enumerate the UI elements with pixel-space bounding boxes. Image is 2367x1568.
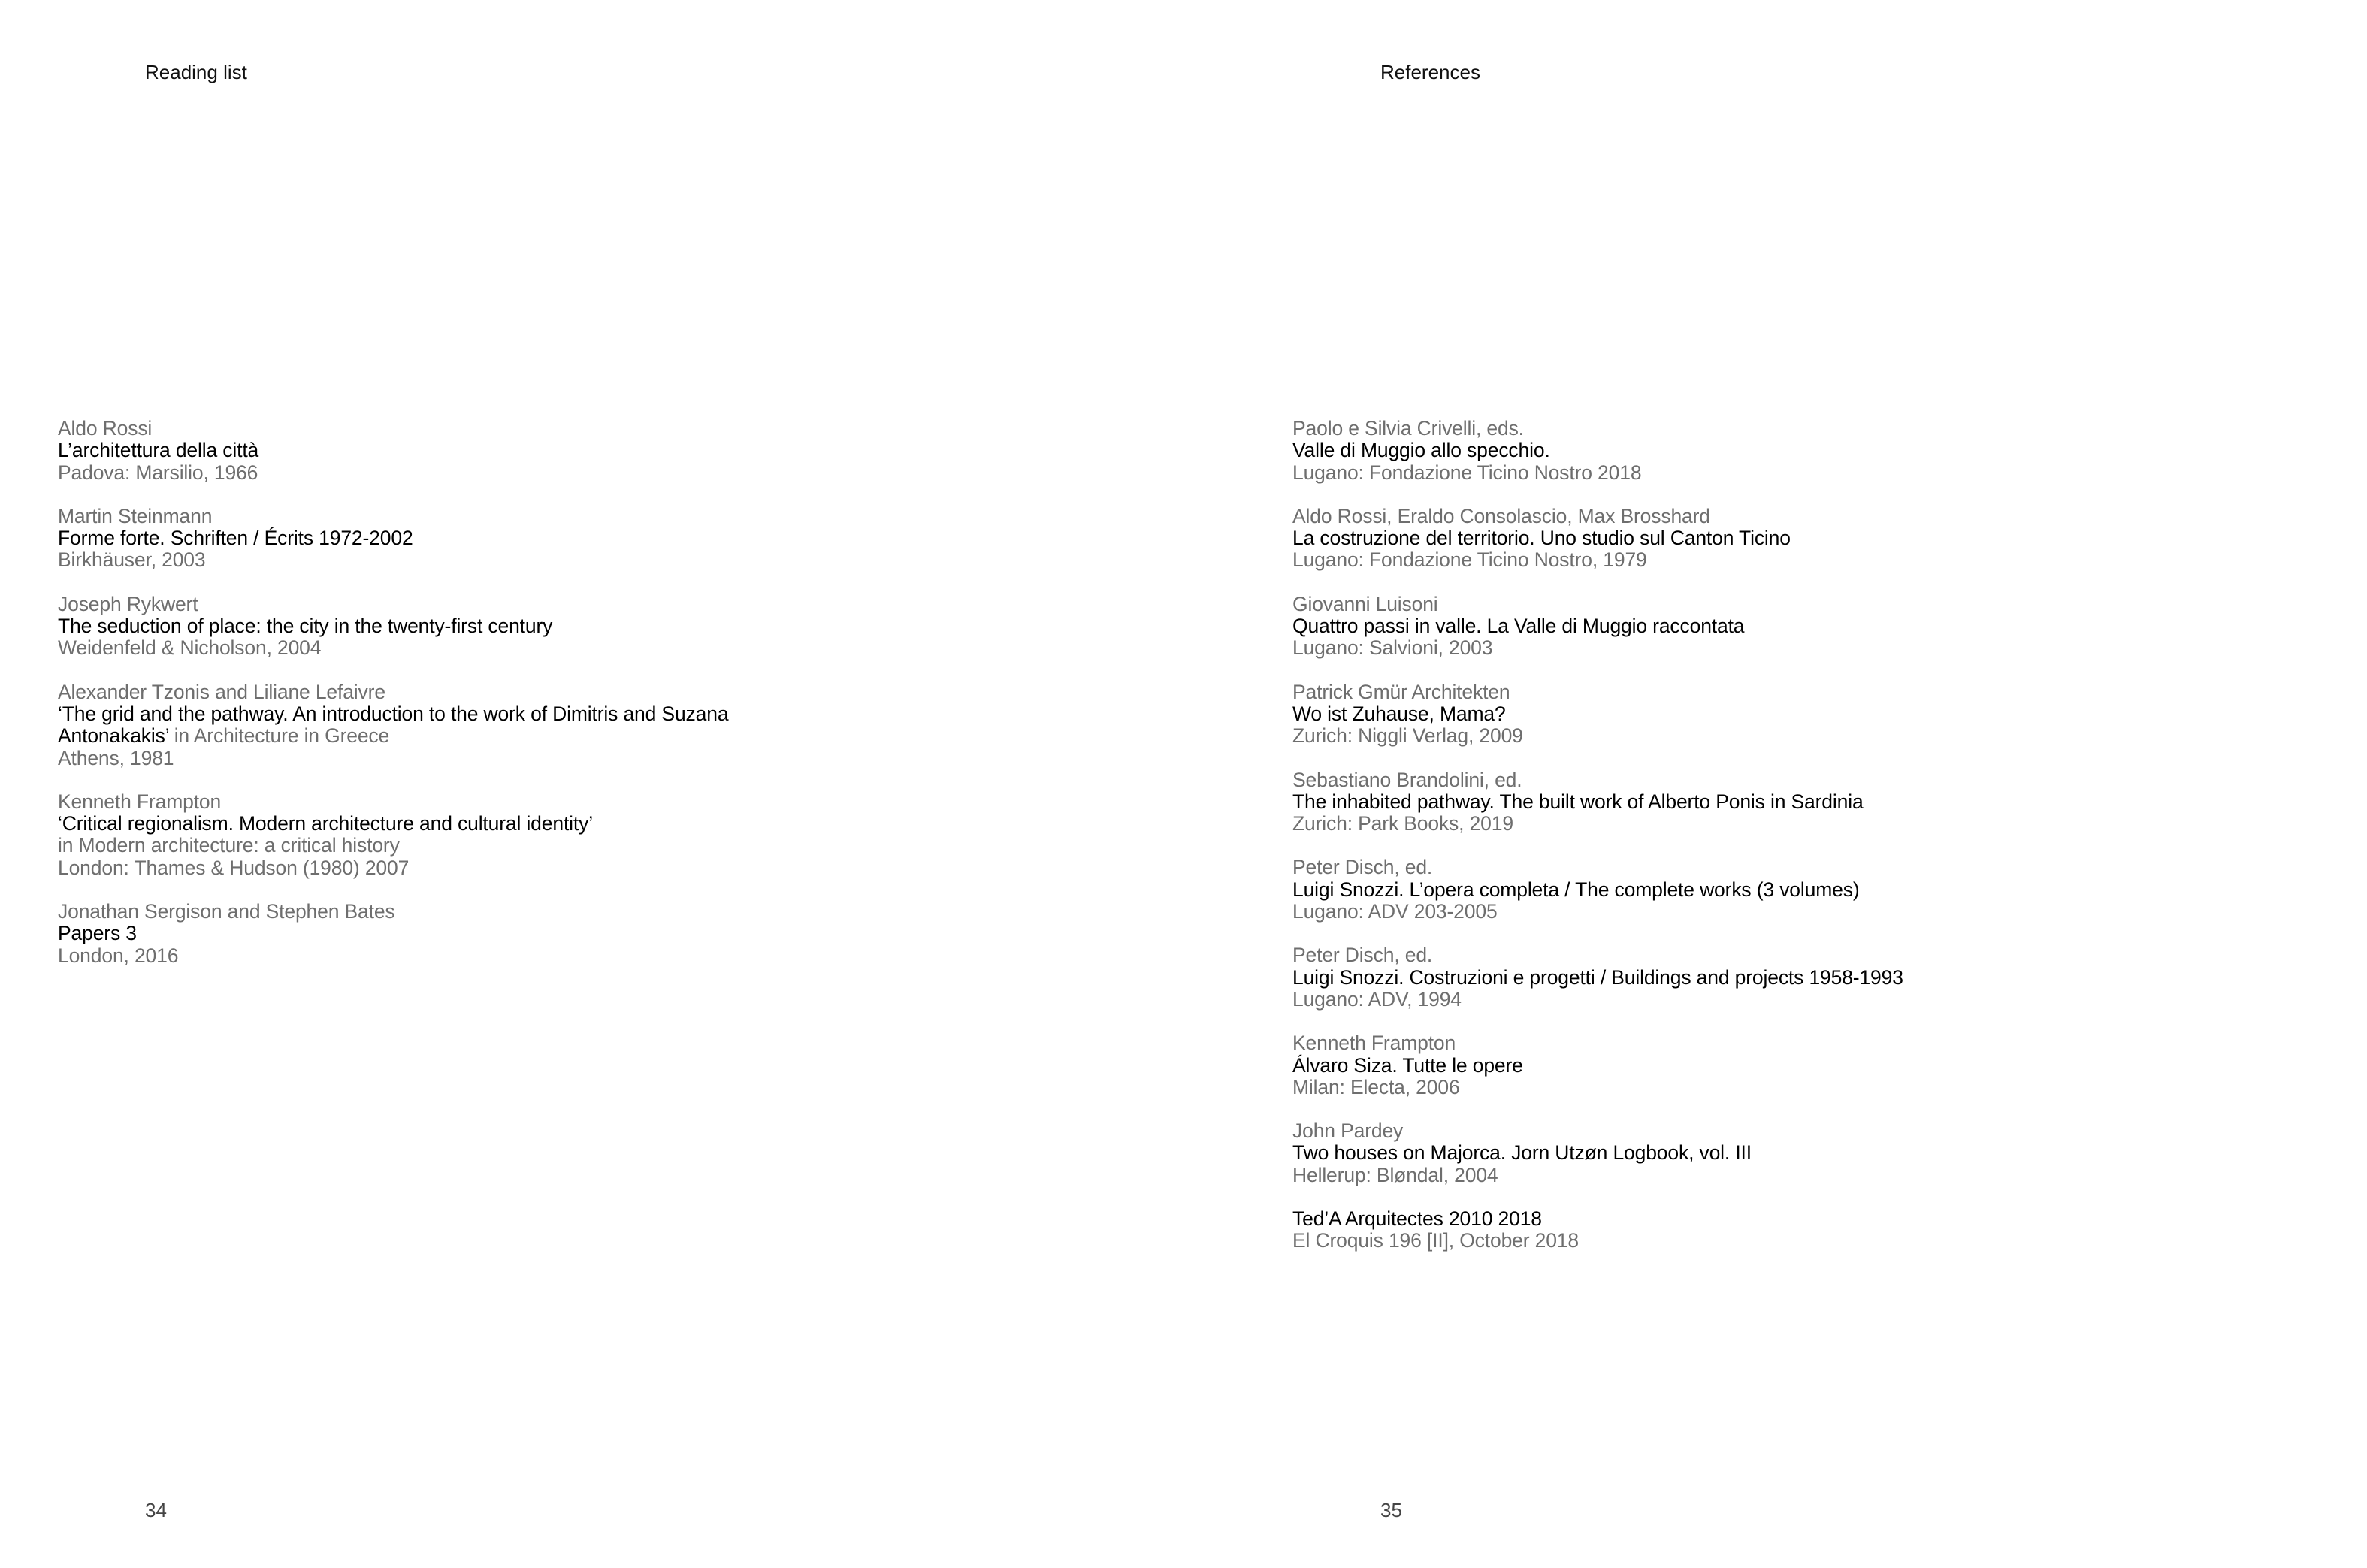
entry-publication: Lugano: ADV, 1994 (1292, 987, 1462, 1011)
entry-publication: Birkhäuser, 2003 (58, 548, 206, 572)
page-number: 35 (1380, 1499, 1402, 1521)
entry-in-source: in Architecture in Greece (168, 724, 390, 748)
entry-publication: Milan: Electa, 2006 (1292, 1075, 1460, 1098)
entry-title: L’architettura della città (58, 439, 259, 462)
page-number: 34 (145, 1499, 167, 1521)
entry-title: Valle di Muggio allo specchio. (1292, 439, 1550, 462)
running-head-references: References (1380, 61, 1480, 83)
entry-title: Wo ist Zuhause, Mama? (1292, 702, 1506, 725)
list-item (58, 791, 809, 879)
entry-publication: Lugano: Fondazione Ticino Nostro 2018 (1292, 461, 1642, 484)
entry-title: Ted’A Arquitectes 2010 2018 (1292, 1207, 1542, 1231)
reading-list (58, 418, 809, 989)
entry-author: Kenneth Frampton (58, 790, 222, 813)
entry-author: Kenneth Frampton (1292, 1032, 1456, 1055)
list-item (58, 418, 809, 484)
entry-title: ‘Critical regionalism. Modern architecture and cultural identity’ (58, 812, 593, 835)
list-item (1292, 1208, 2119, 1252)
entry-author: Aldo Rossi (58, 417, 153, 440)
entry-title: The inhabited pathway. The built work of Alberto Ponis in Sardinia (1292, 790, 1864, 813)
list-item (1292, 1120, 2119, 1186)
entry-author: Alexander Tzonis and Liliane Lefaivre (58, 680, 385, 703)
entry-title: ‘The grid and the pathway. An introduction to the work of Dimitris and Suzana (58, 702, 729, 725)
entry-title: The seduction of place: the city in the twenty-first century (58, 615, 553, 638)
entry-publication: Padova: Marsilio, 1966 (58, 461, 258, 484)
entry-publication: London: Thames & Hudson (1980) 2007 (58, 856, 410, 879)
list-item (1292, 418, 2119, 484)
entry-in-source: in Modern architecture: a critical history (58, 834, 400, 857)
entry-author: Peter Disch, ed. (1292, 856, 1433, 879)
entry-publication: Lugano: Salvioni, 2003 (1292, 636, 1493, 660)
running-head-reading-list: Reading list (145, 61, 247, 83)
right-page (1184, 0, 2367, 1568)
entry-publication: Lugano: ADV 203-2005 (1292, 900, 1498, 923)
list-item (1292, 506, 2119, 572)
entry-title-end: Antonakakis’ (58, 724, 169, 748)
entry-author: Giovanni Luisoni (1292, 592, 1438, 615)
list-item (58, 594, 809, 660)
entry-publication: London, 2016 (58, 944, 179, 967)
entry-author: Paolo e Silvia Crivelli, eds. (1292, 417, 1524, 440)
entry-publication: Athens, 1981 (58, 746, 174, 769)
list-item (1292, 1032, 2119, 1098)
list-item (58, 681, 809, 769)
entry-title: La costruzione del territorio. Uno studio sul Canton Ticino (1292, 527, 1791, 550)
entry-author: Peter Disch, ed. (1292, 944, 1433, 967)
entry-publication: El Croquis 196 [II], October 2018 (1292, 1229, 1579, 1252)
entry-title: Forme forte. Schriften / Écrits 1972-2002 (58, 527, 413, 550)
entry-author: Martin Steinmann (58, 504, 213, 527)
entry-publication: Weidenfeld & Nicholson, 2004 (58, 636, 322, 660)
entry-author: Joseph Rykwert (58, 592, 198, 615)
entry-title-continuation (58, 725, 809, 747)
list-item (1292, 769, 2119, 835)
entry-publication: Zurich: Park Books, 2019 (1292, 812, 1513, 835)
list-item (1292, 681, 2119, 748)
entry-author: Sebastiano Brandolini, ed. (1292, 768, 1522, 791)
entry-title: Luigi Snozzi. L’opera completa / The complete works (3 volumes) (1292, 878, 1860, 901)
references-list (1292, 418, 2119, 1274)
entry-title: Two houses on Majorca. Jorn Utzøn Logbook, vol. III (1292, 1141, 1752, 1165)
list-item (58, 901, 809, 967)
entry-title: Luigi Snozzi. Costruzioni e progetti / Buildings and projects 1958-1993 (1292, 965, 1903, 989)
entry-title: Quattro passi in valle. La Valle di Muggio raccontata (1292, 615, 1745, 638)
list-item (58, 506, 809, 572)
entry-publication: Zurich: Niggli Verlag, 2009 (1292, 724, 1523, 748)
list-item (1292, 857, 2119, 923)
entry-publication: Hellerup: Bløndal, 2004 (1292, 1163, 1498, 1186)
entry-author: Jonathan Sergison and Stephen Bates (58, 900, 395, 923)
entry-title: Álvaro Siza. Tutte le opere (1292, 1053, 1523, 1077)
list-item (1292, 944, 2119, 1011)
entry-author: Aldo Rossi, Eraldo Consolascio, Max Brosshard (1292, 504, 1710, 527)
list-item (1292, 594, 2119, 660)
entry-publication: Lugano: Fondazione Ticino Nostro, 1979 (1292, 548, 1647, 572)
entry-author: Patrick Gmür Architekten (1292, 680, 1510, 703)
entry-author: John Pardey (1292, 1119, 1404, 1143)
entry-title: Papers 3 (58, 922, 137, 945)
